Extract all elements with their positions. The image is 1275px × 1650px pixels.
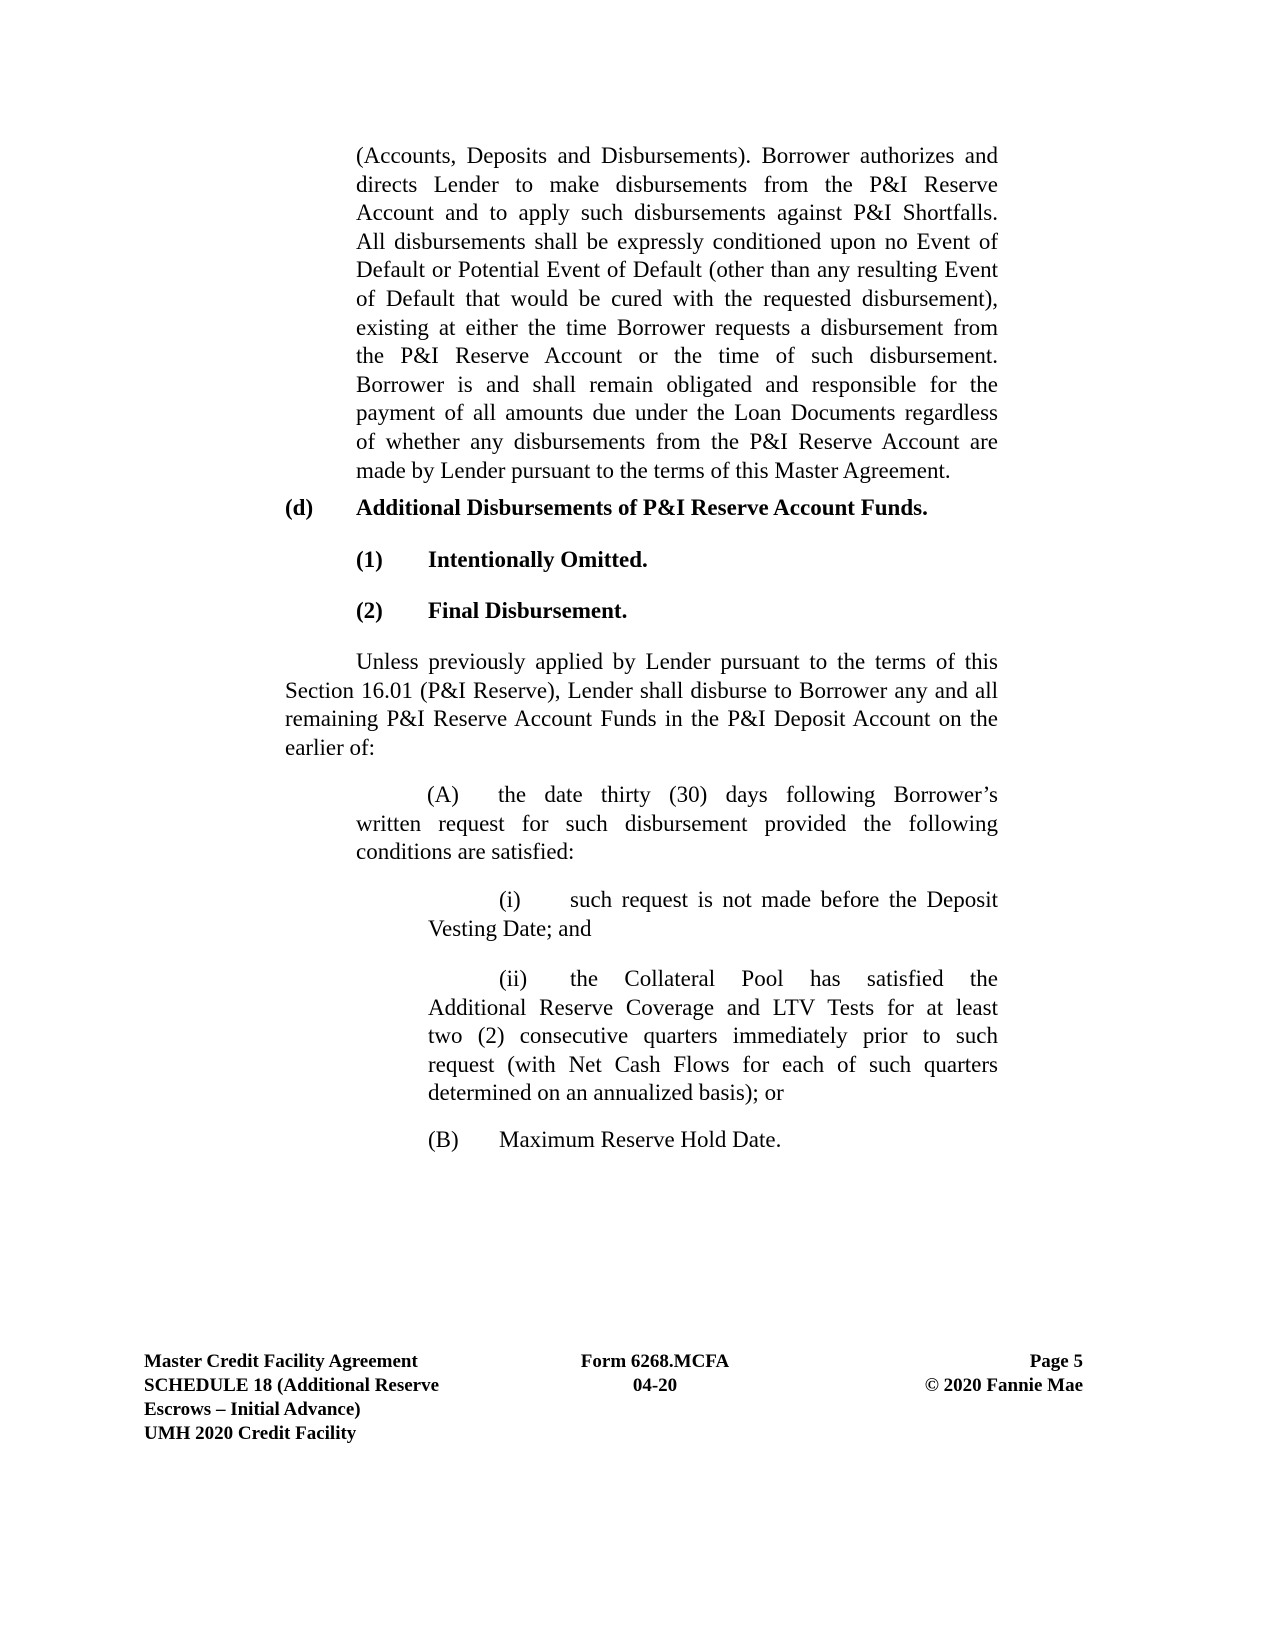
heading-title: Intentionally Omitted. (428, 547, 648, 572)
footer-doc-title: Master Credit Facility Agreement (144, 1351, 418, 1372)
paragraph-final-disbursement (285, 648, 998, 762)
page-number: Page 5 (1029, 1351, 1083, 1372)
footer-left (144, 1350, 439, 1446)
item-text: the date thirty (30) days following Borrower’s (498, 782, 998, 807)
item-marker: (i) (499, 887, 521, 912)
item-marker: (B) (428, 1127, 459, 1152)
text-line: Borrower is and shall remain obligated and responsible for the (356, 371, 998, 397)
item-text: the Collateral Pool has satisfied the (570, 966, 998, 991)
list-item-a (356, 781, 998, 867)
text-line: the P&I Reserve Account or the time of such disbursement. (356, 343, 998, 369)
footer-center (555, 1350, 755, 1398)
footer-facility: UMH 2020 Credit Facility (144, 1423, 357, 1444)
copyright: © 2020 Fannie Mae (924, 1375, 1083, 1396)
text-line: earlier of: (285, 734, 376, 760)
text-line: Unless previously applied by Lender pursuant to the terms of this (356, 649, 998, 674)
text-line: Additional Reserve Coverage and LTV Tests for at least (428, 994, 998, 1020)
footer-schedule-cont: Escrows – Initial Advance) (144, 1399, 361, 1420)
footer-right (883, 1350, 1083, 1398)
paragraph-continuation (356, 142, 998, 485)
text-line: Default or Potential Event of Default (other than any resulting Event (356, 257, 998, 283)
text-line: payment of all amounts due under the Loan Documents regardless (356, 400, 998, 426)
heading-title: Final Disbursement. (428, 598, 628, 623)
item-text: Maximum Reserve Hold Date. (499, 1127, 782, 1152)
text-line: written request for such disbursement provided the following (356, 810, 998, 836)
text-line: two (2) consecutive quarters immediately prior to such (428, 1023, 998, 1049)
item-marker: (A) (427, 782, 459, 807)
text-line: request (with Net Cash Flows for each of such quarters (428, 1051, 998, 1077)
text-line: directs Lender to make disbursements from the P&I Reserve (356, 171, 998, 197)
text-line: made by Lender pursuant to the terms of this Master Agreement. (356, 457, 951, 483)
text-line: existing at either the time Borrower requests a disbursement from (356, 314, 998, 340)
text-line: All disbursements shall be expressly conditioned upon no Event of (356, 228, 998, 254)
heading-title: Additional Disbursements of P&I Reserve Account Funds. (356, 495, 928, 520)
text-line (428, 965, 998, 994)
text-line: of Default that would be cured with the requested disbursement), (356, 285, 998, 311)
item-text: such request is not made before the Deposit (570, 887, 998, 912)
text-line (428, 886, 998, 915)
list-item-ii (428, 965, 998, 1108)
heading-marker: (2) (356, 598, 383, 623)
text-line: Vesting Date; and (428, 915, 592, 941)
text-line: (Accounts, Deposits and Disbursements). Borrower authorizes and (356, 143, 998, 168)
text-line: remaining P&I Reserve Account Funds in the P&I Deposit Account on the (285, 706, 998, 732)
footer-schedule: SCHEDULE 18 (Additional Reserve (144, 1375, 440, 1396)
text-line: conditions are satisfied: (356, 839, 575, 865)
heading-marker: (1) (356, 547, 383, 572)
text-line: Section 16.01 (P&I Reserve), Lender shall disburse to Borrower any and all (285, 677, 998, 703)
list-item-i (428, 886, 998, 943)
text-line: of whether any disbursements from the P&I Reserve Account are (356, 428, 998, 454)
text-line (356, 781, 998, 810)
text-line: Account and to apply such disbursements against P&I Shortfalls. (356, 200, 998, 226)
item-marker: (ii) (499, 966, 528, 991)
footer-form-date: 04-20 (632, 1375, 678, 1396)
text-line: determined on an annualized basis); or (428, 1080, 784, 1106)
heading-marker: (d) (285, 495, 314, 520)
footer-form-number: Form 6268.MCFA (580, 1351, 730, 1372)
